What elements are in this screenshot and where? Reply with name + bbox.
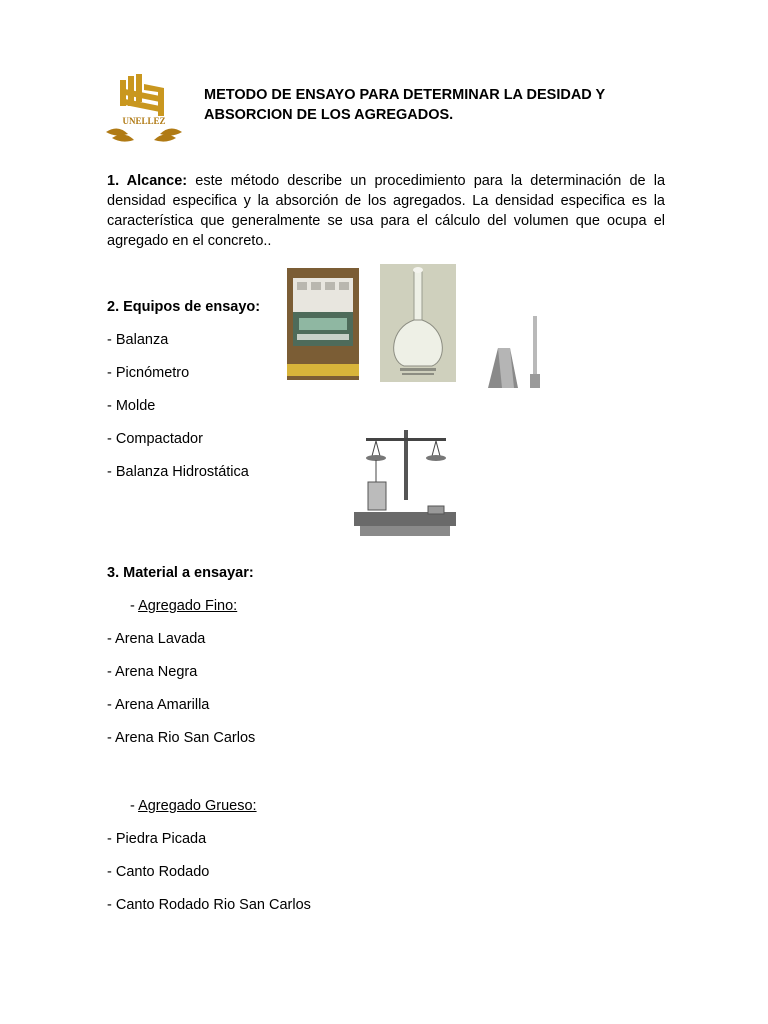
alcance-line-3: característica que generalmente se usa para el cálculo del volumen que ocupa el [107,213,665,229]
material-item: - Arena Negra [107,664,198,680]
equipo-item: - Picnómetro [107,365,190,381]
fino-prefix: - [130,598,139,614]
balanza-hidrostatica-photo [346,424,460,544]
agregado-fino-subheading [130,597,237,615]
material-item: - Piedra Picada [107,831,207,847]
alcance-line-1: este método describe un procedimiento para la determinación de la [187,173,666,189]
equipo-item: - Molde [107,398,156,414]
equipos-heading: 2. Equipos de ensayo: [107,299,261,315]
grueso-prefix: - [130,798,139,814]
equipo-item: - Balanza [107,332,169,348]
agregado-grueso-subheading [130,797,257,815]
alcance-heading: 1. Alcance: [107,173,188,189]
unellez-logo [98,72,190,152]
grueso-label: Agregado Grueso: [138,798,257,814]
equipo-item: - Compactador [107,431,203,447]
fino-label: Agregado Fino: [138,598,238,614]
alcance-line-4: agregado en el concreto.. [107,233,272,249]
material-item: - Arena Rio San Carlos [107,730,256,746]
alcance-paragraph [107,171,665,251]
picnometro-photo [380,264,456,382]
title-line-1: METODO DE ENSAYO PARA DETERMINAR LA DESIDAD Y [204,87,606,103]
logo-text: UNELLEZ [122,116,166,126]
material-item: - Arena Amarilla [107,697,210,713]
alcance-line-2: densidad especifica y la absorción de los agregados. La densidad especifica es la [107,193,665,209]
material-item: - Canto Rodado [107,864,210,880]
molde-compactador-photo [484,312,544,392]
equipo-item: - Balanza Hidrostática [107,464,249,480]
material-item: - Arena Lavada [107,631,206,647]
title-line-2: ABSORCION DE LOS AGREGADOS. [204,107,454,123]
document-title [204,85,664,125]
material-heading: 3. Material a ensayar: [107,565,254,581]
balanza-photo [287,268,359,380]
material-item: - Canto Rodado Rio San Carlos [107,897,311,913]
